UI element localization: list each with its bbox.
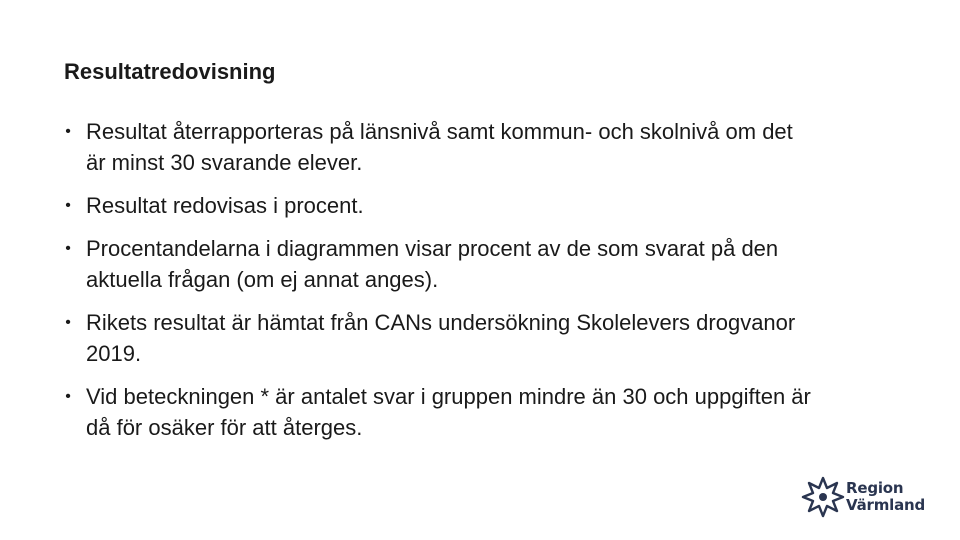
bullet-text: Resultat återrapporteras på länsnivå samt kommun- och skolnivå om det är minst 30 svarande elever. bbox=[86, 119, 793, 175]
bullet-item bbox=[58, 116, 818, 178]
logo-line-varmland: Värmland bbox=[846, 496, 926, 514]
logo-line-region: Region bbox=[846, 479, 904, 497]
bullet-marker: • bbox=[65, 314, 71, 331]
bullet-text: Rikets resultat är hämtat från CANs undersökning Skolelevers drogvanor 2019. bbox=[86, 310, 796, 366]
bullet-marker: • bbox=[65, 388, 71, 405]
bullet-text: Procentandelarna i diagrammen visar procent av de som svarat på den aktuella frågan (om ej annat anges). bbox=[86, 236, 779, 292]
bullet-list bbox=[58, 116, 818, 455]
bullet-item bbox=[58, 381, 818, 443]
region-varmland-logo bbox=[800, 474, 940, 520]
bullet-item bbox=[58, 307, 818, 369]
bullet-item bbox=[58, 233, 818, 295]
bullet-text: Vid beteckningen * är antalet svar i gruppen mindre än 30 och uppgiften är då för osäker för att återges. bbox=[86, 384, 811, 440]
slide-title: Resultatredovisning bbox=[64, 59, 276, 84]
bullet-text: Resultat redovisas i procent. bbox=[86, 193, 364, 218]
star-flower-icon bbox=[800, 474, 846, 520]
bullet-item bbox=[58, 190, 818, 221]
bullet-marker: • bbox=[65, 240, 71, 257]
bullet-marker: • bbox=[65, 123, 71, 140]
bullet-marker: • bbox=[65, 197, 71, 214]
logo-wordmark bbox=[846, 480, 925, 514]
